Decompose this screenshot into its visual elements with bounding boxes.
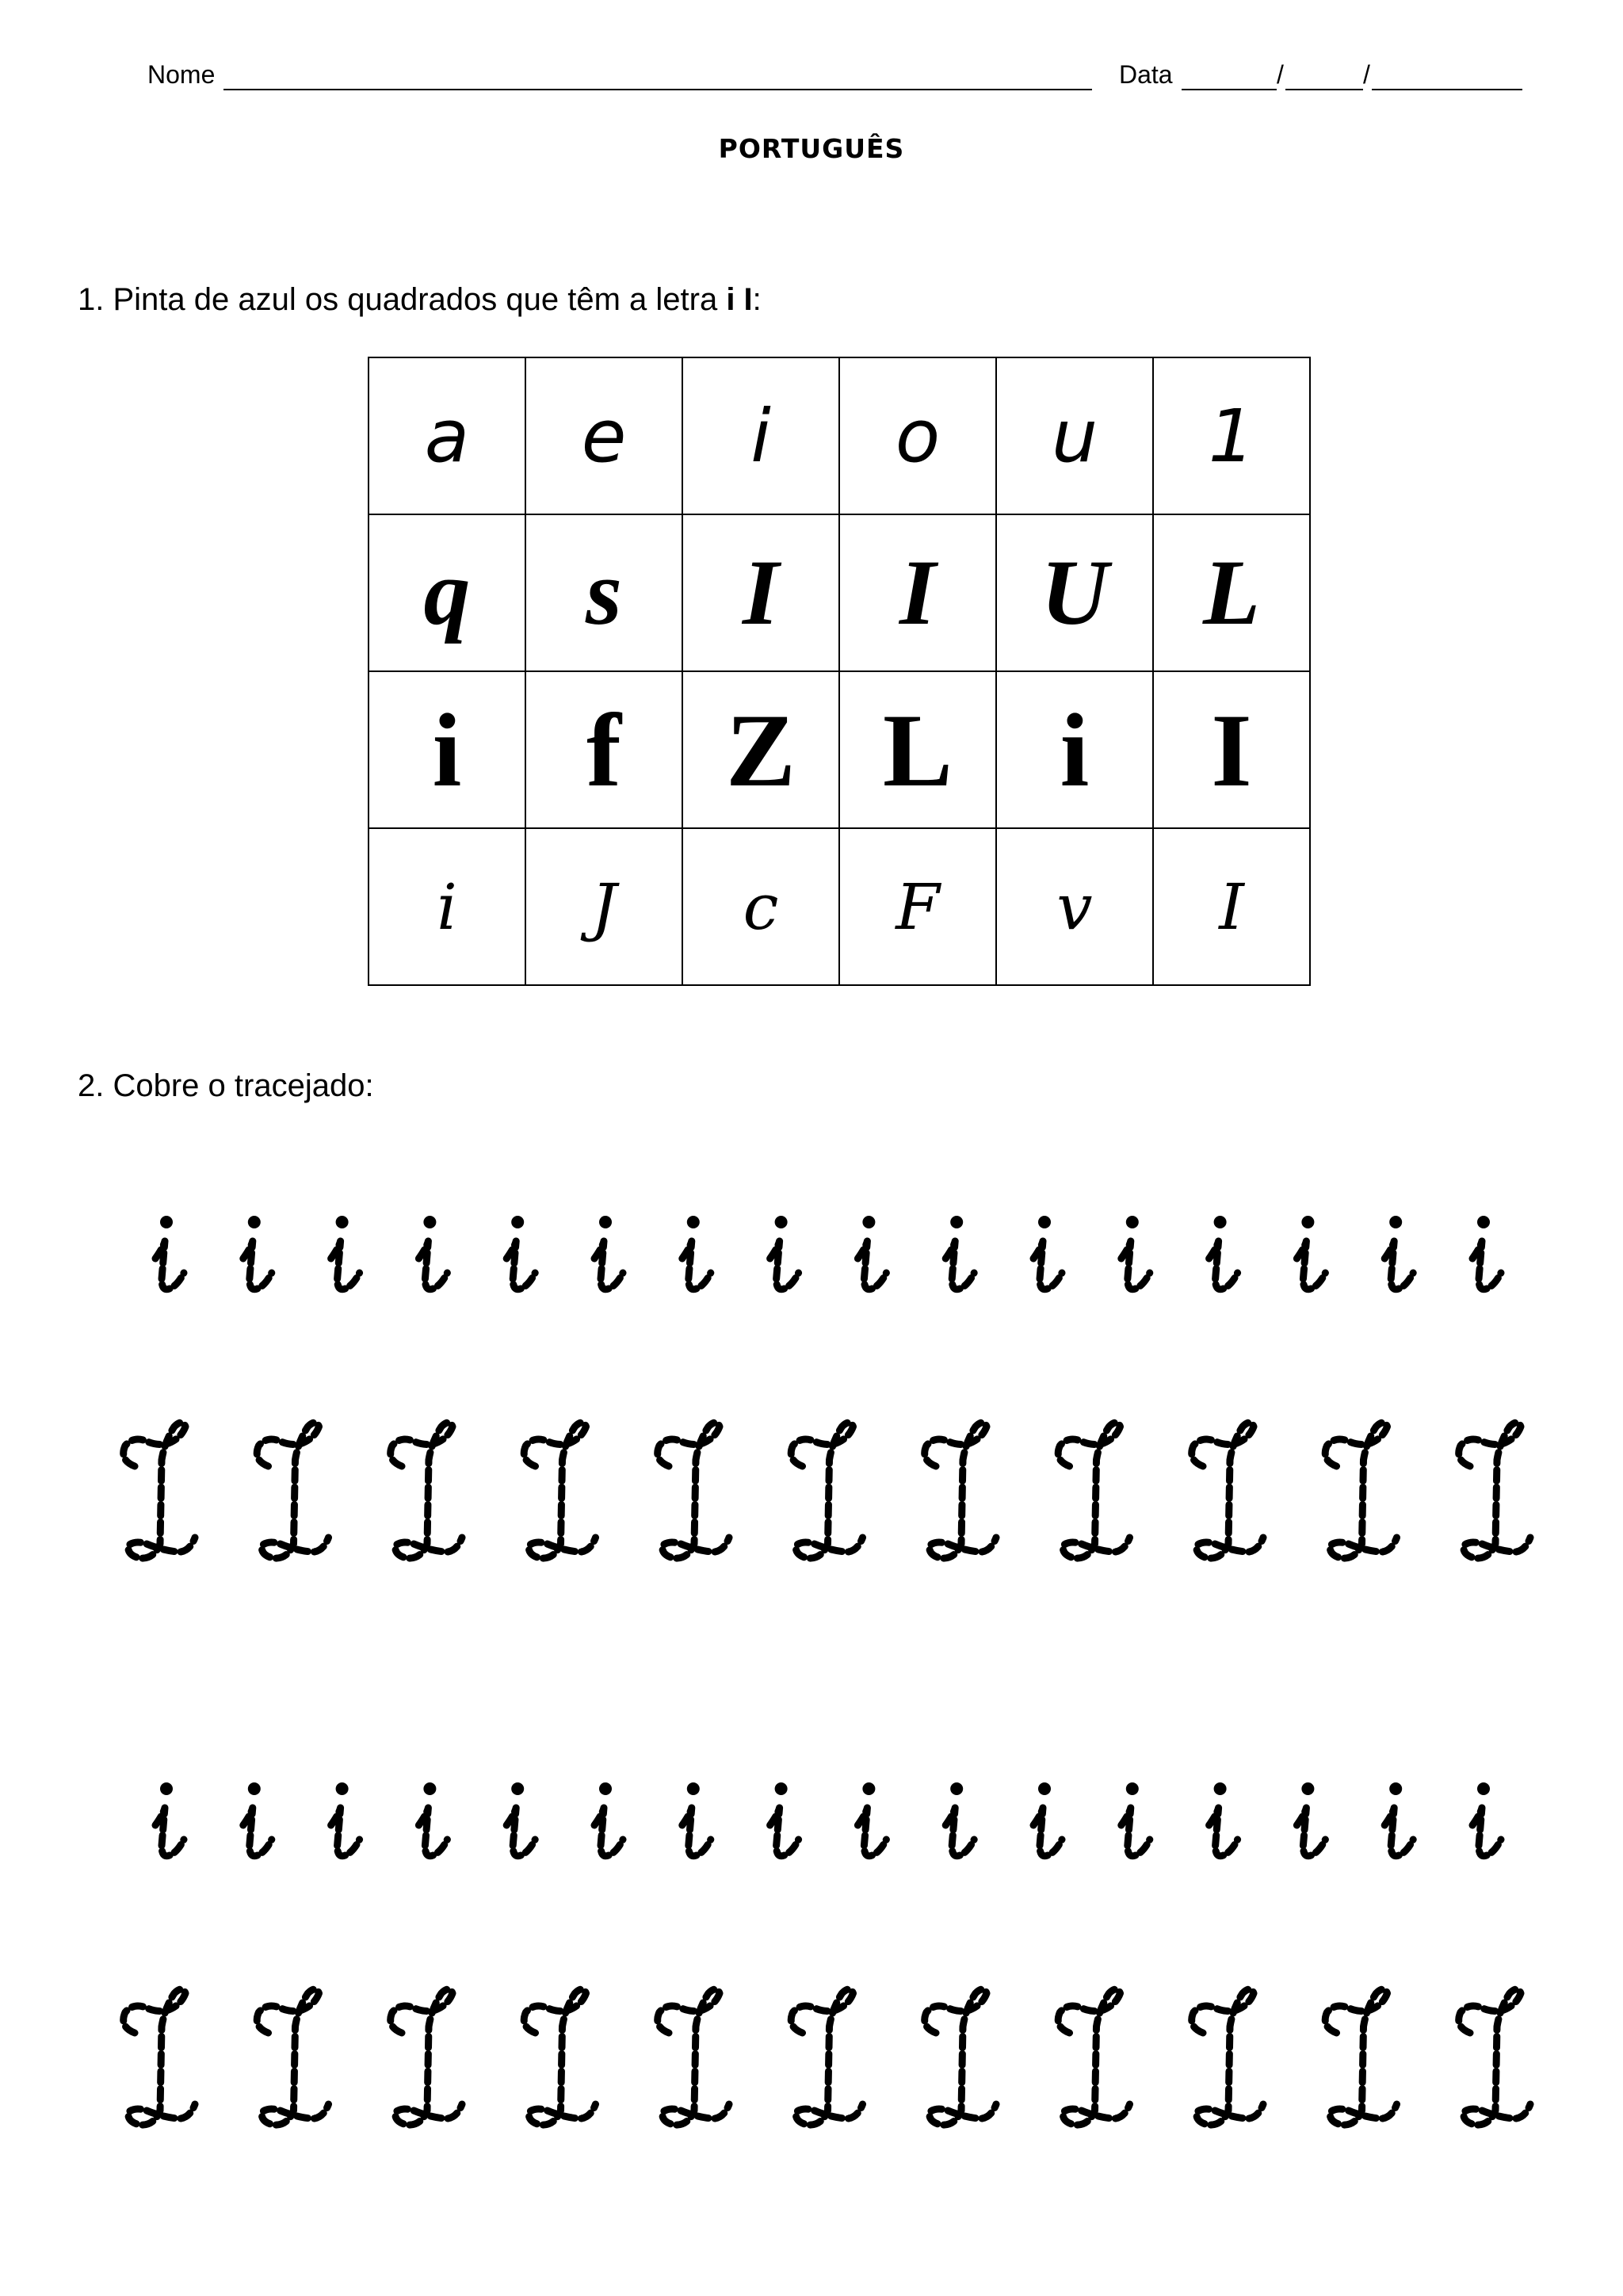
dashed-letter-i[interactable]: [1472, 1216, 1501, 1289]
student-info-line: [147, 60, 1526, 95]
dashed-letter-capital-i[interactable]: [791, 1423, 862, 1558]
grid-row: [369, 671, 1310, 828]
letter-cell[interactable]: 1: [1153, 357, 1310, 514]
dashed-letter-capital-i[interactable]: [925, 1423, 996, 1558]
dashed-letter-i[interactable]: [1121, 1216, 1150, 1289]
date-month-field[interactable]: [1285, 89, 1363, 90]
dashed-letter-i[interactable]: [857, 1782, 886, 1856]
letter-cell[interactable]: Z: [682, 671, 839, 828]
trace-row-uppercase-i[interactable]: [0, 1985, 1623, 2160]
trace-row-uppercase-i[interactable]: [0, 1419, 1623, 1593]
name-label: Nome: [147, 60, 216, 89]
dashed-letter-i[interactable]: [594, 1782, 623, 1856]
dashed-letter-capital-i[interactable]: [1058, 1989, 1129, 2125]
exercise-1-instruction: [78, 282, 762, 318]
dashed-letter-i[interactable]: [243, 1216, 272, 1289]
dashed-letter-i[interactable]: [1472, 1782, 1501, 1856]
dashed-letter-i[interactable]: [682, 1782, 711, 1856]
dashed-letter-capital-i[interactable]: [658, 1989, 729, 2125]
exercise-2-instruction: 2. Cobre o tracejado:: [78, 1068, 374, 1103]
dashed-letter-capital-i[interactable]: [124, 1423, 195, 1558]
grid-row: [369, 357, 1310, 514]
date-day-field[interactable]: [1182, 89, 1277, 90]
dashed-letter-i[interactable]: [155, 1782, 184, 1856]
dashed-letter-i[interactable]: [682, 1216, 711, 1289]
letter-cell[interactable]: I: [682, 514, 839, 671]
dashed-letter-i[interactable]: [1209, 1782, 1238, 1856]
date-year-field[interactable]: [1372, 89, 1522, 90]
dashed-letter-i[interactable]: [770, 1216, 799, 1289]
dashed-letter-i[interactable]: [1296, 1782, 1325, 1856]
dashed-letter-i[interactable]: [331, 1216, 360, 1289]
dashed-letter-capital-i[interactable]: [524, 1989, 595, 2125]
dashed-letter-capital-i[interactable]: [925, 1989, 996, 2125]
dashed-letter-capital-i[interactable]: [391, 1989, 462, 2125]
dashed-letter-capital-i[interactable]: [658, 1423, 729, 1558]
letter-cell[interactable]: a: [369, 357, 525, 514]
dashed-letter-i[interactable]: [243, 1782, 272, 1856]
dashed-letter-i[interactable]: [1384, 1216, 1413, 1289]
date-label: Data: [1119, 60, 1173, 89]
letter-grid: [368, 357, 1311, 986]
dashed-letter-i[interactable]: [155, 1216, 184, 1289]
dashed-letter-capital-i[interactable]: [1459, 1423, 1530, 1558]
dashed-letter-capital-i[interactable]: [391, 1423, 462, 1558]
dashed-letter-i[interactable]: [331, 1782, 360, 1856]
grid-row: [369, 514, 1310, 671]
letter-cell[interactable]: u: [996, 357, 1153, 514]
dashed-letter-capital-i[interactable]: [1192, 1989, 1263, 2125]
dashed-letter-i[interactable]: [1209, 1216, 1238, 1289]
letter-cell[interactable]: c: [682, 828, 839, 985]
letter-cell[interactable]: F: [839, 828, 996, 985]
letter-cell[interactable]: o: [839, 357, 996, 514]
letter-cell[interactable]: U: [996, 514, 1153, 671]
dashed-letter-i[interactable]: [506, 1782, 535, 1856]
letter-cell[interactable]: i: [369, 828, 525, 985]
letter-cell[interactable]: s: [525, 514, 682, 671]
instruction-text: 1. Pinta de azul os quadrados que têm a letra: [78, 282, 727, 317]
trace-row-lowercase-i[interactable]: [0, 1213, 1623, 1308]
dashed-letter-i[interactable]: [594, 1216, 623, 1289]
dashed-letter-capital-i[interactable]: [1325, 1989, 1396, 2125]
letter-cell[interactable]: I: [1153, 671, 1310, 828]
letter-cell[interactable]: L: [1153, 514, 1310, 671]
dashed-letter-i[interactable]: [945, 1216, 974, 1289]
dashed-letter-capital-i[interactable]: [257, 1423, 328, 1558]
dashed-letter-i[interactable]: [1296, 1216, 1325, 1289]
dashed-letter-capital-i[interactable]: [791, 1989, 862, 2125]
dashed-letter-i[interactable]: [857, 1216, 886, 1289]
letter-cell[interactable]: i: [369, 671, 525, 828]
grid-row: [369, 828, 1310, 985]
letter-cell[interactable]: v: [996, 828, 1153, 985]
dashed-letter-capital-i[interactable]: [124, 1989, 195, 2125]
dashed-letter-i[interactable]: [418, 1216, 447, 1289]
letter-cell[interactable]: f: [525, 671, 682, 828]
date-separator: /: [1363, 60, 1370, 89]
letter-cell[interactable]: I: [839, 514, 996, 671]
letter-cell[interactable]: L: [839, 671, 996, 828]
instruction-colon: :: [752, 282, 762, 317]
letter-cell[interactable]: I: [1153, 828, 1310, 985]
dashed-letter-capital-i[interactable]: [1058, 1423, 1129, 1558]
dashed-letter-i[interactable]: [418, 1782, 447, 1856]
dashed-letter-capital-i[interactable]: [524, 1423, 595, 1558]
dashed-letter-i[interactable]: [1384, 1782, 1413, 1856]
dashed-letter-i[interactable]: [506, 1216, 535, 1289]
date-separator: /: [1277, 60, 1284, 89]
dashed-letter-capital-i[interactable]: [257, 1989, 328, 2125]
letter-cell[interactable]: q: [369, 514, 525, 671]
dashed-letter-capital-i[interactable]: [1325, 1423, 1396, 1558]
dashed-letter-capital-i[interactable]: [1459, 1989, 1530, 2125]
page-title: PORTUGUÊS: [718, 133, 905, 164]
dashed-letter-i[interactable]: [1033, 1216, 1062, 1289]
dashed-letter-i[interactable]: [1121, 1782, 1150, 1856]
instruction-target-letters: i I: [726, 282, 753, 317]
dashed-letter-i[interactable]: [945, 1782, 974, 1856]
letter-cell[interactable]: J: [525, 828, 682, 985]
name-field[interactable]: [223, 89, 1092, 90]
letter-cell[interactable]: e: [525, 357, 682, 514]
dashed-letter-capital-i[interactable]: [1192, 1423, 1263, 1558]
dashed-letter-i[interactable]: [770, 1782, 799, 1856]
letter-cell[interactable]: i: [996, 671, 1153, 828]
dashed-letter-i[interactable]: [1033, 1782, 1062, 1856]
trace-row-lowercase-i[interactable]: [0, 1779, 1623, 1874]
letter-cell[interactable]: i: [682, 357, 839, 514]
